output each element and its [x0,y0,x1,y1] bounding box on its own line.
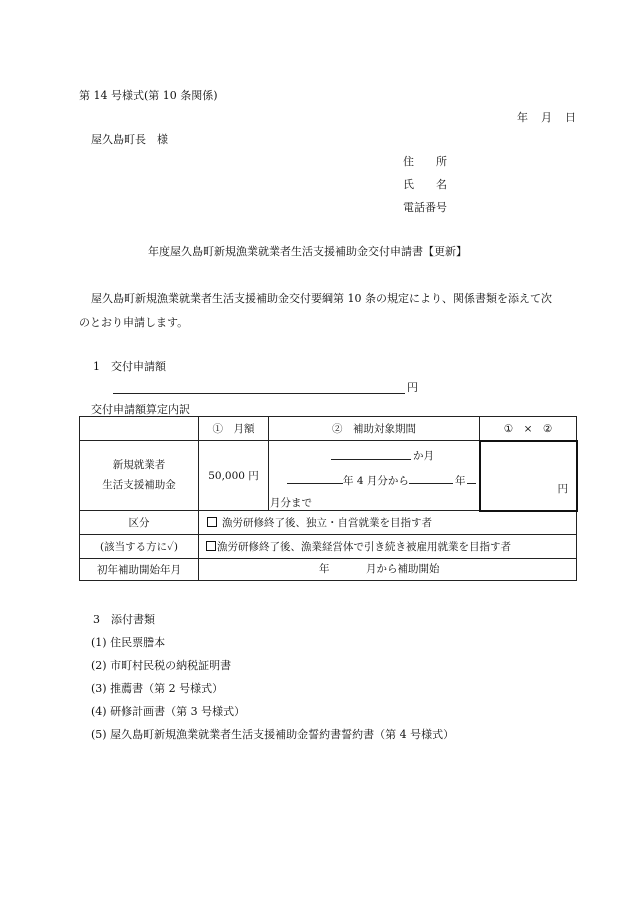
calc-label: 交付申請額算定内訳 [91,403,190,416]
date-day: 日 [565,111,576,124]
months-unit: か月 [413,450,434,462]
subsidy-label-2: 生活支援補助金 [102,478,176,491]
subsidy-label-cell [80,441,199,511]
start-text: 月から補助開始 [366,563,440,575]
start-value-cell[interactable] [199,559,577,581]
col-period-header: ② 補助対象期間 [269,417,480,441]
calc-table [79,416,578,581]
attachment-item: (2) 市町村民税の納税証明書 [91,659,232,672]
result-cell[interactable] [480,441,577,511]
category-label-2: (該当する方に✓) [80,535,199,559]
name-label: 氏 名 [403,178,447,191]
months-input-line[interactable] [331,459,411,460]
period-cell [269,441,480,511]
checkbox-icon[interactable] [206,541,216,551]
col-monthly-header: ① 月額 [199,417,269,441]
monthly-amount: 50,000 円 [199,441,269,511]
period-year-text: 年 [455,475,466,487]
period-start-year-line[interactable] [287,483,343,484]
phone-label: 電話番号 [403,201,447,214]
category-option-1-text: 漁労研修終了後、独立・自営就業を目指す者 [222,517,432,530]
category-option-2-text: 漁労研修終了後、漁業経営体で引き続き被雇用就業を目指す者 [217,541,511,553]
section3-heading: 3 添付書類 [93,613,155,626]
body-line-2: のとおり申請します。 [79,316,189,329]
period-from-text: 年 4 月分から [343,475,409,487]
checkbox-icon[interactable] [207,517,217,527]
date-year: 年 [517,111,528,124]
document-title: 年度屋久島町新規漁業就業者生活支援補助金交付申請書【更新】 [148,245,467,258]
attachment-item: (5) 屋久島町新規漁業就業者生活支援補助金誓約書誓約書（第 4 号様式） [91,728,455,741]
period-end-year-line[interactable] [409,483,453,484]
col-product-header: ① × ② [480,417,577,441]
period-end-month-line[interactable] [467,483,476,484]
start-label: 初年補助開始年月 [80,559,199,581]
subsidy-label-1: 新規就業者 [112,458,166,471]
category-option-1[interactable] [199,511,577,535]
addressee: 屋久島町長 様 [91,133,168,146]
start-year: 年 [319,563,330,575]
period-to-text: 月分まで [270,497,312,509]
amount-yen: 円 [407,381,418,394]
section1-heading: 1 交付申請額 [93,360,166,373]
category-option-2[interactable] [199,535,577,559]
header-blank-cell [80,417,199,441]
amount-underline[interactable] [113,393,405,394]
body-line-1: 屋久島町新規漁業就業者生活支援補助金交付要綱第 10 条の規定により、関係書類を添えて次 [91,292,552,305]
attachment-item: (1) 住民票謄本 [91,636,166,649]
date-month: 月 [541,111,552,124]
attachment-item: (4) 研修計画書（第 3 号様式） [91,705,246,718]
result-yen: 円 [557,482,568,495]
category-label-1: 区分 [80,511,199,535]
address-label: 住 所 [403,155,447,168]
attachment-item: (3) 推薦書（第 2 号様式） [91,682,224,695]
form-number: 第 14 号様式(第 10 条関係) [79,89,218,102]
